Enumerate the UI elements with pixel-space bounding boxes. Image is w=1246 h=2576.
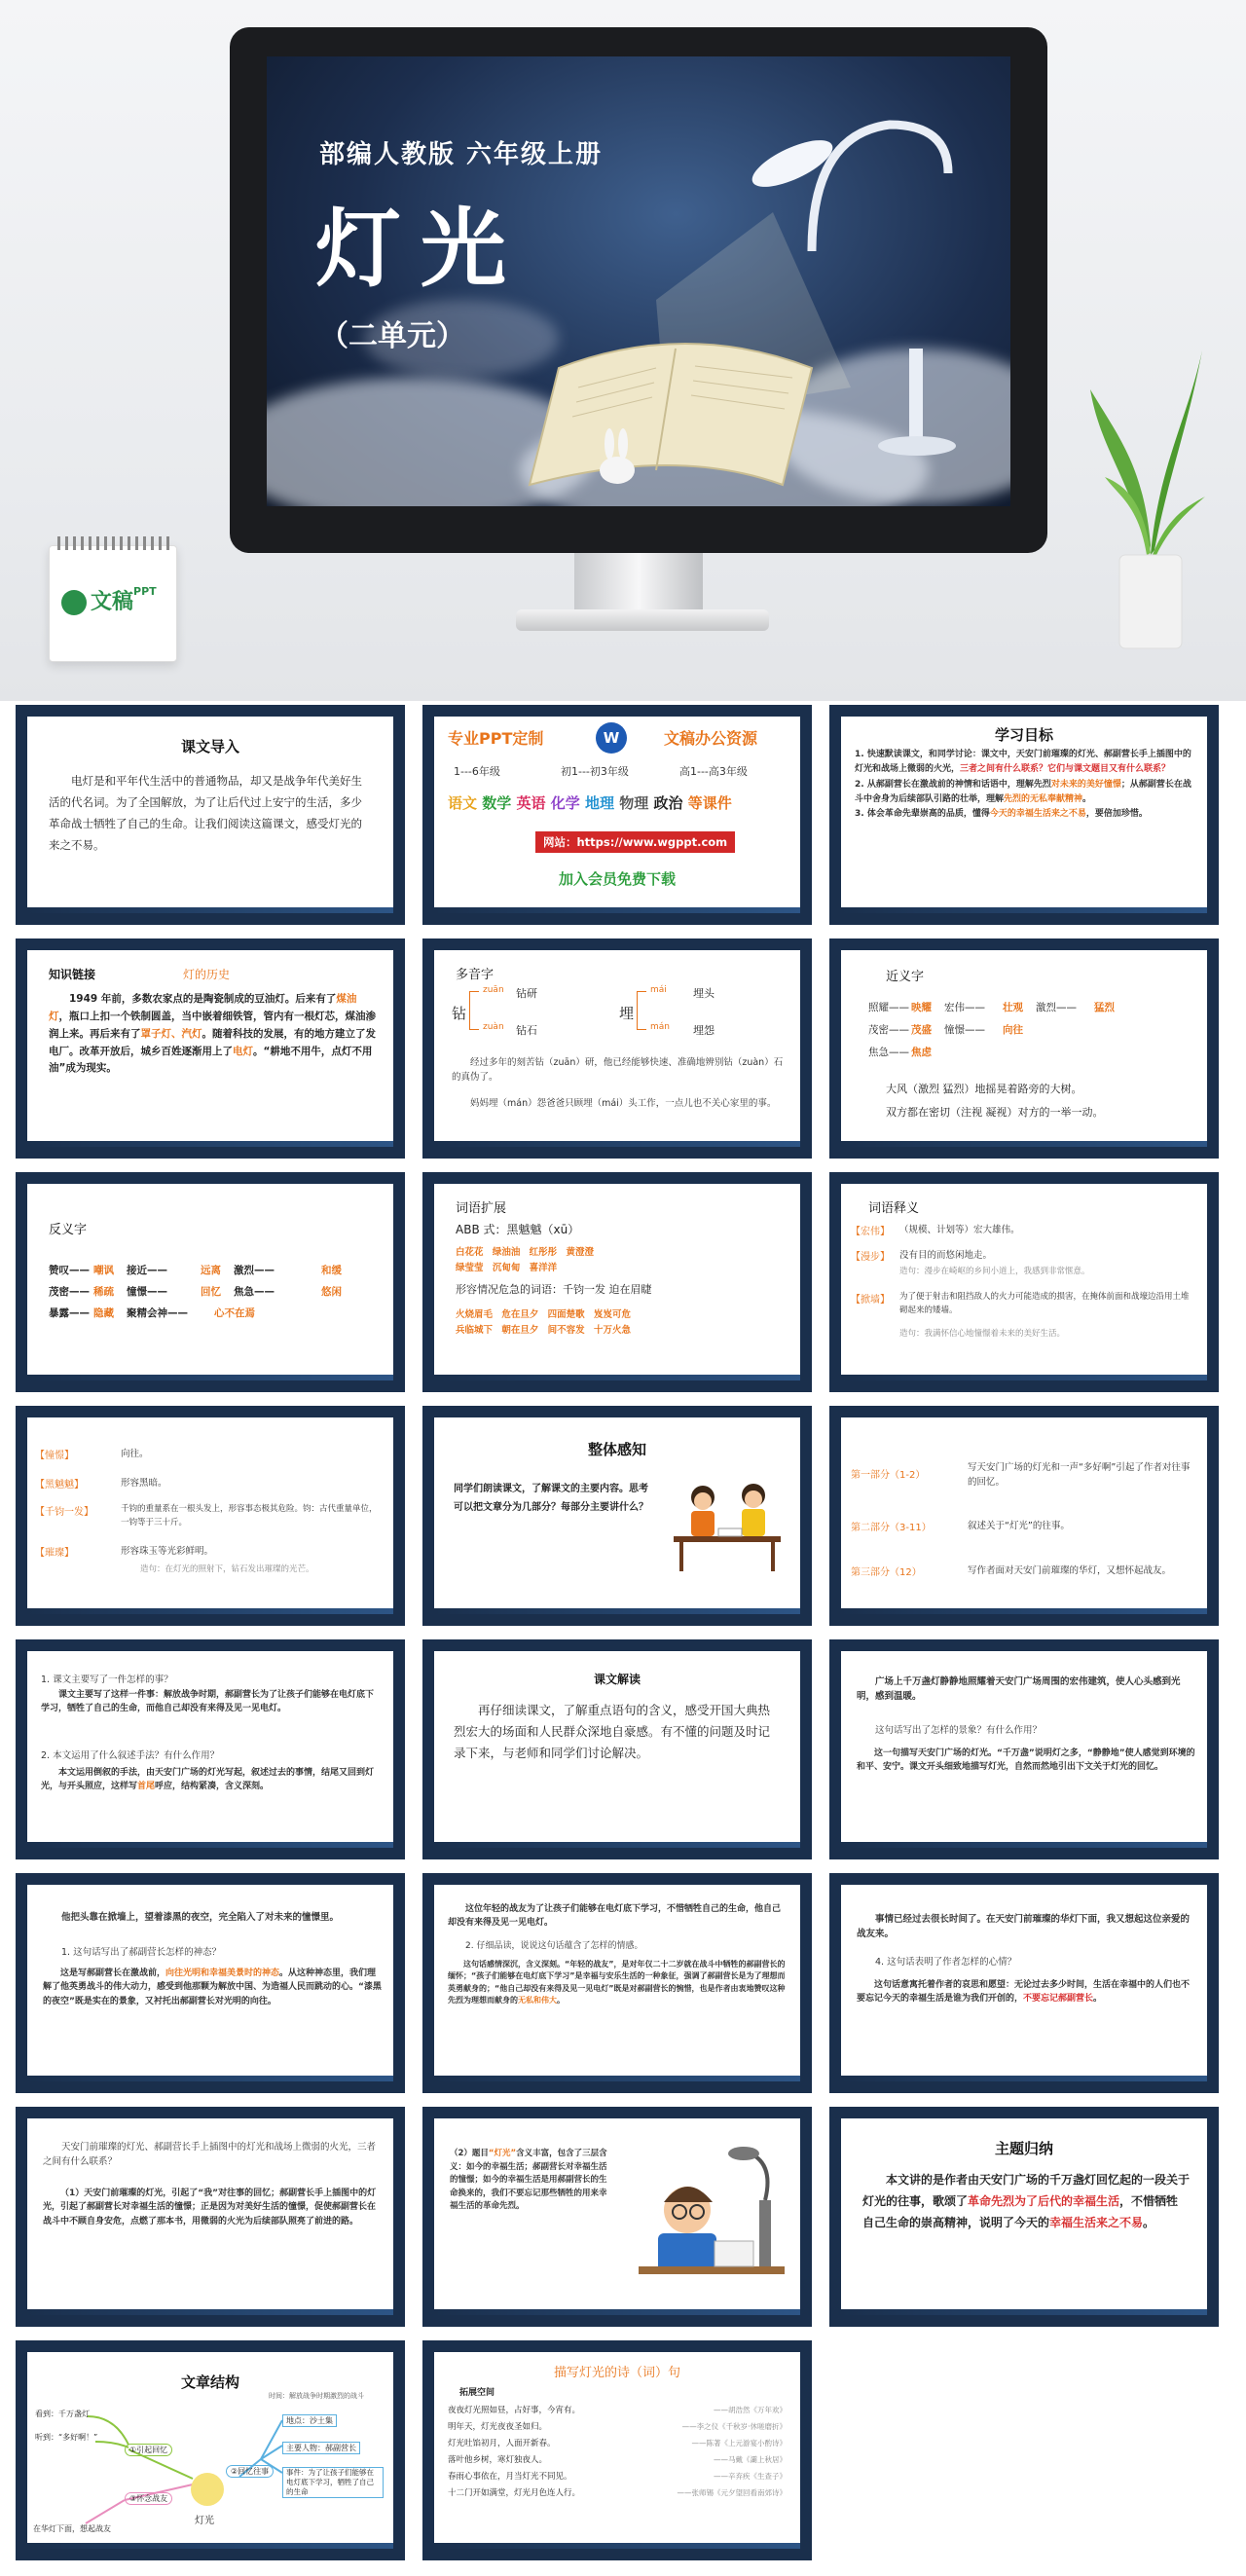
slide-lamp-poems[interactable]	[422, 2340, 812, 2560]
slide-word-meaning-1[interactable]: 词语释义 【宏伟】 （规模、计划等）宏大雄伟。 【漫步】 没有目的而悠闲地走。 造句：漫步在崎岖的乡间小道上，我感到非常惬意。 【掀墙】 为了便于射击和阻挡敌人的火力可能造成的损害，在掩体前面和战壕边沿用土堆砌起来的矮墙。 造句：我满怀信心地憧憬着未来的美好生活。	[829, 1172, 1219, 1392]
monitor	[230, 27, 1047, 553]
slide-title: 课文导入	[180, 738, 239, 755]
grade-2: 初1---初3年级	[561, 765, 629, 778]
synonym-table: 照耀—— 映耀 宏伟—— 壮观 激烈—— 猛烈 茂密—— 茂盛 憧憬—— 向往 焦急—— 焦虑	[868, 1002, 1115, 1059]
node-see: 看到：千万盏灯	[35, 2410, 90, 2418]
char-zuan: 钻	[452, 1005, 467, 1022]
char-mai: 埋	[619, 1005, 635, 1022]
slide-word-meaning-2[interactable]: 【憧憬】 向往。 【黑魆魆】 形容黑暗。 【千钧一发】 千钧的重量系在一根头发上，形容事态极其危险。钧：古代重量单位，一钧等于三十斤。 【璀璨】 形容珠玉等光彩鲜明。 造句：在灯光的照射下，钻石发出璀璨的光芒。	[16, 1406, 405, 1626]
slide-polyphone[interactable]	[422, 938, 812, 1159]
abb-words-1: 白花花 绿油油 红彤彤 黄澄澄	[456, 1247, 594, 1258]
slide-body: 1949 年前，多数农家点的是陶瓷制成的豆油灯。后来有了煤油灯，瓶口上扣一个铁制圆盖，当中嵌着细铁管，管内有一根灯芯，煤油渗润上来。再后来有了罩子灯、汽灯。随着科技的发展，有的地方建立了发电厂。改革开放后，城乡百姓逐渐用上了电灯。“耕地不用牛，点灯不用油”成为现实。	[49, 993, 376, 1075]
word: 埋怨	[693, 1024, 715, 1037]
slide-overall-perception[interactable]	[422, 1406, 812, 1626]
promo-left-title: 专业PPT定制	[448, 729, 544, 748]
slide-title: 词语释义	[868, 1201, 920, 1216]
slide-body: 电灯是和平年代生活中的普通物品，却又是战争年代美好生活的代名词。为了全国解放，为了让后代过上安宁的生活，多少革命战士牺牲了自己的生命。让我们阅读这篇课文，感受灯光的来之不易。	[49, 774, 362, 852]
cover-screen	[267, 56, 1010, 506]
node-time: 时间：解放战争时期激烈的战斗	[269, 2392, 364, 2400]
desk-calendar	[49, 545, 177, 662]
slide-title: 词语扩展	[456, 1201, 507, 1216]
slide-title: 课文解读	[593, 1673, 641, 1686]
brand-logo: 文稿$^{PPT}$	[61, 585, 157, 615]
example-2: 双方都在密切（注视 凝视）对方的一举一动。	[886, 1106, 1104, 1119]
slide-qa-6[interactable]: 天安门前璀璨的灯光、郝副营长手上插图中的灯光和战场上微弱的火光，三者之间有什么联系？ （1）天安门前璀璨的灯光，引起了“我”对往事的回忆；郝副营长手上插图中的灯光，引起了郝副营长对幸福生活的憧憬；正是因为对美好生活的憧憬，促使郝副营长在战斗中不顾自身安危，点燃了那本书，用微弱的火光为后续部队照亮了前进的路。	[16, 2107, 405, 2327]
node-recall-trigger: ①引起回忆	[125, 2444, 172, 2456]
student-reading-illustration	[629, 2142, 794, 2288]
pinyin: zuàn	[483, 1022, 504, 1032]
slide-lesson-intro[interactable]	[16, 705, 405, 925]
grade-1: 1---6年级	[454, 765, 500, 778]
node-place: 地点：沙土集	[282, 2414, 337, 2427]
slide-structure-parts[interactable]: 第一部分（1-2） 写天安门广场的灯光和一声“多好啊”引起了作者对往事的回忆。 第二部分（3-11） 叙述关于“灯光”的往事。 第三部分（12） 写作者面对天安门前璀璨的华灯，又想怀起战友。	[829, 1406, 1219, 1626]
example-2: 妈妈埋（mán）怨爸爸只顾埋（mái）头工作，一点儿也不关心家里的事。	[470, 1098, 777, 1109]
monitor-stand	[574, 553, 703, 613]
cover-subtitle: 部编人教版 六年级上册	[319, 140, 604, 169]
cover-unit: （二单元）	[319, 319, 465, 353]
danger-words-2: 兵临城下 朝在旦夕 间不容发 十万火急	[456, 1325, 631, 1336]
word: 钻石	[516, 1024, 537, 1037]
example-1: 经过多年的刻苦钻（zuān）研，他已经能够快速、准确地辨别钻（zuàn）石的真伪了。	[452, 1057, 784, 1084]
slide-title: 整体感知	[587, 1441, 646, 1458]
center-node: 灯光	[195, 2516, 214, 2526]
danger-words: 形容情况危急的词语：千钧一发 迫在眉睫	[456, 1283, 652, 1296]
goals-body: 1. 快速默读课文，和同学讨论：课文中，天安门前璀璨的灯光、郝副营长手上插图中的灯光和战场上微弱的火光，三者之间有什么联系？它们与课文题目又有什么联系？ 2. 从郝副营长在激战前的神情和话语中，理解先烈对未来的美好憧憬；从郝副营长在战斗中舍身为后续部队引路的壮举，理解先烈的无私奉献精神。 3. 体会革命先辈崇高的品质，懂得今天的幸福生活来之不易，要倍加珍惜。	[855, 750, 1191, 820]
slide-title: 知识链接	[49, 968, 96, 981]
slide-title: 近义字	[886, 970, 925, 984]
node-lamp-memory: 在华灯下面，想起战友	[33, 2524, 111, 2533]
slide-qa-3[interactable]: 他把头靠在掀墙上，望着漆黑的夜空，完全陷入了对未来的憧憬里。 1. 这句话写出了郝副营长怎样的神态？ 这是写郝副营长在激战前，向往光明和幸福美景时的神态。从这种神态里，我们理解了他英勇战斗的伟大动力，感受到他那颗为解放中国、为造福人民而跳动的心。“漆黑的夜空”既是实在的景象，又衬托出郝副营长对光明的向往。	[16, 1873, 405, 2093]
slide-body: 再仔细读课文，了解重点语句的含义，感受开国大典热烈宏大的场面和人民群众深地自豪感。有不懂的问题及时记录下来，与老师和同学们讨论解决。	[454, 1703, 771, 1760]
slide-title: 学习目标	[994, 726, 1053, 744]
node-character: 主要人物：郝副营长	[282, 2442, 360, 2454]
slide-promo[interactable]	[422, 705, 812, 925]
promo-logo-icon: W	[596, 722, 627, 754]
slide-synonyms[interactable]	[829, 938, 1219, 1159]
slide-title: 文章结构	[180, 2374, 239, 2391]
slide-title: 描写灯光的诗（词）句	[553, 2366, 680, 2380]
node-recall-past: ②回忆往事	[226, 2465, 274, 2478]
slide-subtitle: 拓展空间	[459, 2388, 495, 2398]
slide-body: 同学们朗读课文，了解课文的主要内容。思考可以把文章分为几部分？每部分主要讲什么？	[454, 1484, 648, 1513]
monitor-base	[516, 609, 769, 631]
website-link[interactable]: 网站：https://www.wgppt.com	[535, 831, 735, 853]
join-member-text: 加入会员免费下载	[558, 870, 676, 888]
slide-qa-2[interactable]: 广场上千万盏灯静静地照耀着天安门广场周围的宏伟建筑，使人心头感到光明，感到温暖。 这句话写出了怎样的景象？有什么作用？ 这一句描写天安门广场的灯光。“千万盏”说明灯之多，“静静地”使人感觉到环境的和平、安宁。课文开头细致地描写灯光，自然而然地引出下文关于灯光的回忆。	[829, 1639, 1219, 1859]
node-event: 事件：为了让孩子们能够在电灯底下学习，牺牲了自己的生命	[282, 2467, 384, 2498]
cover-title: 灯光	[315, 199, 527, 299]
abb-pattern: ABB 式：黑魆魆（xū）	[456, 1223, 580, 1236]
grade-3: 高1---高3年级	[679, 765, 748, 778]
slide-qa-7[interactable]: （2）题目“灯光”含义丰富，包含了三层含义：如今的幸福生活；郝副营长对幸福生活的憧憬；如今的幸福生活是用郝副营长的生命换来的，我们不要忘记那些牺牲的用来幸福生活的革命先烈。	[422, 2107, 812, 2327]
slide-title: 多音字	[456, 968, 495, 982]
poem-list: 夜夜灯光照如昼，占好事，今宵有。 ——胡浩然《万年欢》 明年天，灯光夜夜圣如归。 ——李之仪《千秋岁·休嗟磨折》 灯光吐馅初月，人面开新春。 ——陈著《上元游宴小酌诗》 落叶他乡树，寒灯独夜人。 ——马戴《灞上秋居》 春雨心事依在，月当灯光不同见。 ——辛弃疾《生查子》 十二门开如满堂，灯光月色连人行。 ——张师锡《元夕望回看南郊诗》	[448, 2406, 787, 2498]
slide-title: 主题归纳	[994, 2140, 1053, 2157]
slide-theme-summary[interactable]	[829, 2107, 1219, 2327]
pinyin: mán	[650, 1022, 670, 1032]
slide-knowledge-link[interactable]	[16, 938, 405, 1159]
word: 钻研	[516, 987, 537, 1000]
slide-tag: 灯的历史	[183, 968, 231, 981]
node-miss-comrade: ③怀念战友	[125, 2492, 172, 2505]
slide-learning-goals[interactable]	[829, 705, 1219, 925]
pinyin: zuān	[483, 985, 504, 995]
slide-grid	[0, 705, 1246, 2576]
plant-illustration	[1090, 331, 1207, 652]
word: 埋头	[693, 987, 715, 1000]
slide-body: 本文讲的是作者由天安门广场的千万盏灯回忆起的一段关于灯光的往事，歌颂了革命先烈为了后代的幸福生活，不惜牺牲自己生命的崇高精神，说明了今天的幸福生活来之不易。	[862, 2173, 1191, 2230]
students-studying-illustration	[664, 1468, 790, 1575]
slide-text-interpretation[interactable]	[422, 1639, 812, 1859]
danger-words-1: 火烧眉毛 危在旦夕 四面楚歌 岌岌可危	[456, 1309, 631, 1320]
slide-article-structure[interactable]	[16, 2340, 405, 2560]
center-avatar	[191, 2473, 224, 2506]
antonym-table: 赞叹—— 嘲讽 接近—— 远离 激烈—— 和缓 茂密—— 稀疏 憧憬—— 回忆 焦急—— 悠闲 暴露—— 隐藏 聚精会神—— 心不在焉	[49, 1265, 342, 1320]
pinyin: mái	[650, 985, 667, 995]
abb-words-2: 绿莹莹 沉甸甸 喜洋洋	[456, 1263, 558, 1273]
slide-qa-1[interactable]: 1. 课文主要写了一件怎样的事？ 课文主要写了这样一件事：解放战争时期，郝副营长为了让孩子们能够在电灯底下学习，牺牲了自己的生命，而他自己却没有来得及见一见电灯。 2. 本文运用了什么叙述手法？有什么作用？ 本文运用倒叙的手法，由天安门广场的灯光写起，叙述过去的事情，结尾又回到灯光，与开头照应，这样写首尾呼应，结构紧凑，含义深刻。	[16, 1639, 405, 1859]
cover-hero	[0, 0, 1246, 701]
promo-right-title: 文稿办公资源	[664, 729, 758, 748]
slide-qa-4[interactable]: 这位年轻的战友为了让孩子们能够在电灯底下学习，不惜牺牲自己的生命，他自己却没有来得及见一见电灯。 2. 仔细品读，说说这句话蕴含了怎样的情感。 这句话感情深沉，含义深刻。“年轻的战友”，是对年仅二十二岁就在战斗中牺牲的郝副营长的缅怀；“孩子们能够在电灯底下学习”是幸福与安乐生活的一种象征，强调了郝副营长是为了理想而英勇献身的；“他自己却没有来得及见一见电灯”既是对郝副营长的惋惜，也是作者由衷地赞叹这种先烈为理想而献身的无私和伟大。	[422, 1873, 812, 2093]
slide-title: 反义字	[49, 1223, 88, 1237]
slide-antonyms[interactable]	[16, 1172, 405, 1392]
node-hear: 听到：“多好啊！”	[35, 2433, 98, 2442]
slide-word-expansion[interactable]	[422, 1172, 812, 1392]
slide-qa-5[interactable]: 事情已经过去很长时间了。在天安门前璀璨的华灯下面，我又想起这位亲爱的战友来。 4. 这句话表明了作者怎样的心情？ 这句话意寓托着作者的哀思和愿望：无论过去多少时间，生活在幸福中的人们也不要忘记今天的幸福生活是谁为我们开创的，不要忘记郝副营长。	[829, 1873, 1219, 2093]
subject-list: 语文 数学 英语 化学 地理 物理 政治 等课件	[448, 794, 732, 812]
example-1: 大风（激烈 猛烈）地摇晃着路旁的大树。	[886, 1083, 1082, 1095]
